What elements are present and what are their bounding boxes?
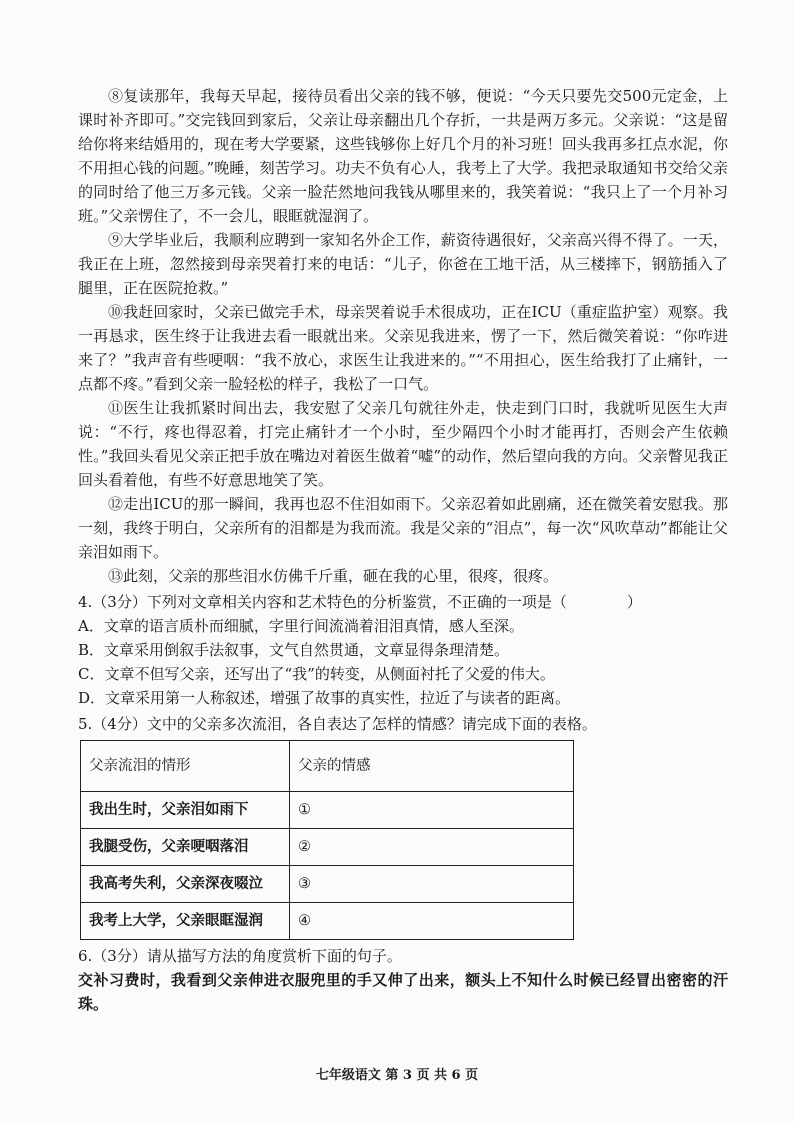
paragraph-8: ⑧复读那年，我每天早起，接待员看出父亲的钱不够，便说：“今天只要先交500元定金，上课时补齐即可。”交完钱回到家后，父亲让母亲翻出几个存折，一共是两万多元。父亲说：“这是留给你将来结婚用的，现在考大学要紧，这些钱够你上好几个月的补习班！回头我再多扛点水泥，你不用担心钱的问题。”晚睡，刻苦学习。功夫不负有心人，我考上了大学。我把录取通知书交给父亲的同时给了他三万多元钱。父亲一脸茫然地问我钱从哪里来的，我笑着说：“我只上了一个月补习班。”父亲愣住了，不一会儿，眼眶就湿润了。 [78, 87, 728, 225]
passage [78, 84, 728, 1016]
page-footer: 七年级语文 第 3 页 共 6 页 [315, 1068, 479, 1083]
emotion-table [80, 740, 574, 940]
paragraph-13: ⑬此刻，父亲的那些泪水仿佛千斤重，砸在我的心里，很疼，很疼。 [108, 567, 559, 585]
question-5-stem: 5.（4分）文中的父亲多次流泪，各自表达了怎样的情感？请完成下面的表格。 [78, 715, 597, 733]
paragraph-10: ⑩我赶回家时，父亲已做完手术，母亲哭着说手术很成功，正在ICU（重症监护室）观察。我一再恳求，医生终于让我进去看一眼就出来。父亲见我进来，愣了一下，然后微笑着说：“你咋进来了？”我声音有些哽咽：“我不放心，求医生让我进来的。”“不用担心，医生给我打了止痛针，一点都不疼。”看到父亲一脸轻松的样子，我松了一口气。 [78, 303, 728, 393]
question-6-quote: 交补习费时，我看到父亲伸进衣服兜里的手又伸了出来，额头上不知什么时候已经冒出密密的汗珠。 [78, 971, 728, 1013]
table-row [81, 903, 574, 940]
table-header-cell: 父亲的情感 [290, 741, 574, 792]
table-cell-situation: 我高考失利，父亲深夜啜泣 [81, 866, 290, 903]
table-cell-answer[interactable]: ② [290, 829, 574, 866]
question-6-stem: 6.（3分）请从描写方法的角度赏析下面的句子。 [78, 947, 402, 965]
table-row [81, 866, 574, 903]
table-cell-situation: 我考上大学，父亲眼眶湿润 [81, 903, 290, 940]
table-cell-answer[interactable]: ③ [290, 866, 574, 903]
question-4-option-b: B．文章采用倒叙手法叙事，文气自然贯通，文章显得条理清楚。 [78, 641, 510, 659]
question-4-option-d: D．文章采用第一人称叙述，增强了故事的真实性，拉近了与读者的距离。 [78, 689, 571, 707]
table-header-cell: 父亲流泪的情形 [81, 741, 290, 792]
table-cell-answer[interactable]: ① [290, 792, 574, 829]
paragraph-9: ⑨大学毕业后，我顺利应聘到一家知名外企工作，薪资待遇很好，父亲高兴得不得了。一天，我正在上班，忽然接到母亲哭着打来的电话：“儿子，你爸在工地干活，从三楼摔下，钢筋插入了腿里，正在医院抢救。” [78, 231, 728, 297]
table-row [81, 829, 574, 866]
table-row [81, 792, 574, 829]
table-header-row [81, 741, 574, 792]
question-4-stem: 4.（3分）下列对文章相关内容和艺术特色的分析鉴赏，不正确的一项是（ ） [78, 593, 642, 611]
table-cell-answer[interactable]: ④ [290, 903, 574, 940]
table-cell-situation: 我腿受伤，父亲哽咽落泪 [81, 829, 290, 866]
question-4-option-a: A．文章的语言质朴而细腻，字里行间流淌着泪泪真情，感人至深。 [78, 617, 524, 635]
question-4-option-c: C．文章不但写父亲，还写出了“我”的转变，从侧面衬托了父爱的伟大。 [78, 665, 555, 683]
table-cell-situation: 我出生时，父亲泪如雨下 [81, 792, 290, 829]
paragraph-11: ⑪医生让我抓紧时间出去，我安慰了父亲几句就往外走，快走到门口时，我就听见医生大声说：“不行，疼也得忍着，打完止痛针才一个小时，至少隔四个小时才能再打，否则会产生依赖性。”我回头看见父亲正把手放在嘴边对着医生做着“嘘”的动作，然后望向我的方向。父亲瞥见我正回头看着他，有些不好意思地笑了笑。 [78, 399, 728, 489]
paragraph-12: ⑫走出ICU的那一瞬间，我再也忍不住泪如雨下。父亲忍着如此剧痛，还在微笑着安慰我。那一刻，我终于明白，父亲所有的泪都是为我而流。我是父亲的“泪点”，每一次“风吹草动”都能让父亲泪如雨下。 [78, 495, 728, 561]
